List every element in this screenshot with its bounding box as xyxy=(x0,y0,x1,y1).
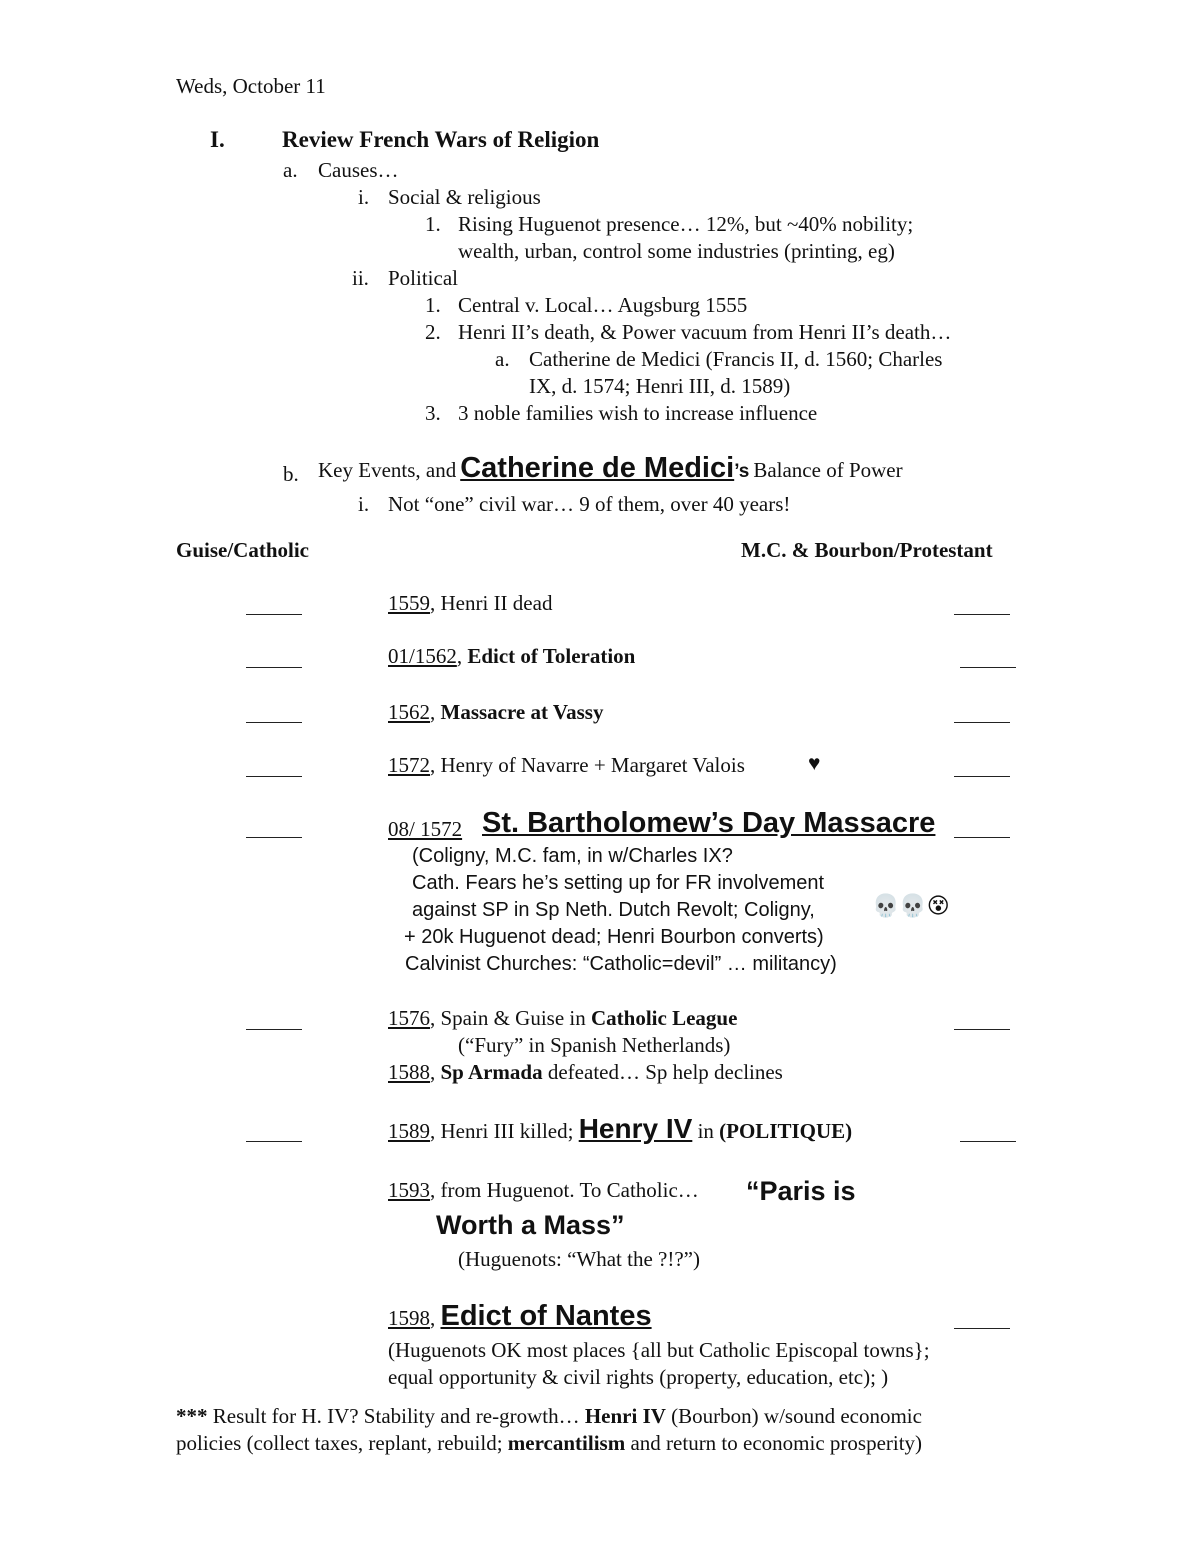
social-item-line2: wealth, urban, control some industries (printing, eg) xyxy=(458,239,895,263)
event-bold: Sp Armada xyxy=(440,1060,543,1084)
event-text: , Henri II dead xyxy=(430,591,553,615)
blank-left[interactable] xyxy=(246,722,302,723)
paris-quote-sub: (Huguenots: “What the ?!?”) xyxy=(458,1247,700,1271)
blank-right[interactable] xyxy=(954,837,1010,838)
event-year: 1572 xyxy=(388,753,430,777)
bartholomew-line5: Calvinist Churches: “Catholic=devil” … militancy) xyxy=(405,953,837,975)
politique-label: (POLITIQUE) xyxy=(719,1119,853,1143)
timeline-event-vassy xyxy=(388,699,603,726)
event-year: 08/ 1572 xyxy=(388,817,463,841)
heart-icon: ♥ xyxy=(808,752,821,775)
catherine-name: Catherine de Medici xyxy=(460,452,735,484)
result-line1 xyxy=(176,1403,922,1430)
bartholomew-line3: against SP in Sp Neth. Dutch Revolt; Coligny, xyxy=(412,899,815,921)
timeline-event-edict-toleration xyxy=(388,643,635,670)
bartholomew-line4: + 20k Huguenot dead; Henri Bourbon converts) xyxy=(404,926,824,948)
blank-right[interactable] xyxy=(960,1141,1016,1142)
timeline-event-henri-iv xyxy=(388,1112,852,1151)
event-text: Edict of Toleration xyxy=(467,644,636,668)
event-year: 1598 xyxy=(388,1306,430,1330)
timeline-event-1559 xyxy=(388,590,552,617)
result-text: (Bourbon) w/sound economic xyxy=(665,1404,922,1428)
event-bold: Catholic League xyxy=(591,1006,738,1030)
event-year: 1559 xyxy=(388,591,430,615)
date-heading: Weds, October 11 xyxy=(176,74,326,98)
nantes-line1: (Huguenots OK most places {all but Catholic Episcopal towns}; xyxy=(388,1338,930,1362)
blank-left[interactable] xyxy=(246,776,302,777)
political-item2a-line2: IX, d. 1574; Henri III, d. 1589) xyxy=(529,374,791,398)
social-item-marker: 1. xyxy=(425,212,441,236)
blank-right[interactable] xyxy=(954,722,1010,723)
causes-label: Causes… xyxy=(318,158,399,182)
event-year: 1588 xyxy=(388,1060,430,1084)
event-year: 1576 xyxy=(388,1006,430,1030)
event-year: 1593 xyxy=(388,1178,430,1202)
catholic-league-sub: (“Fury” in Spanish Netherlands) xyxy=(458,1033,731,1057)
event-text: , Henry of Navarre + Margaret Valois xyxy=(430,753,745,777)
key-events-note: Not “one” civil war… 9 of them, over 40 years! xyxy=(388,492,791,516)
blank-left[interactable] xyxy=(246,667,302,668)
bartholomew-line2: Cath. Fears he’s setting up for FR involvement xyxy=(412,872,825,894)
blank-left[interactable] xyxy=(246,614,302,615)
result-stars: *** xyxy=(176,1404,208,1428)
blank-right[interactable] xyxy=(954,614,1010,615)
result-text: and return to economic prosperity) xyxy=(625,1431,923,1455)
blank-right[interactable] xyxy=(960,667,1016,668)
blank-right[interactable] xyxy=(954,1029,1010,1030)
key-events-suffix: Balance of Power xyxy=(753,458,903,482)
blank-left[interactable] xyxy=(246,1029,302,1030)
event-text: , from Huguenot. To Catholic… xyxy=(430,1178,699,1202)
political-item3: 3 noble families wish to increase influence xyxy=(458,401,818,425)
skull-skull-dizzy-icon: 💀💀😵 xyxy=(872,894,950,919)
paris-quote-line2: Worth a Mass” xyxy=(436,1210,625,1240)
event-separator: , xyxy=(430,1306,441,1330)
column-header-right: M.C. & Bourbon/Protestant xyxy=(741,538,993,562)
section-numeral: I. xyxy=(210,127,225,152)
paris-quote-line1: “Paris is xyxy=(746,1176,856,1206)
political-item3-marker: 3. xyxy=(425,401,441,425)
event-year-bartholomew xyxy=(388,816,462,843)
social-item-line1: Rising Huguenot presence… 12%, but ~40% nobility; xyxy=(458,212,914,236)
henry-iv-name: Henry IV xyxy=(578,1113,693,1144)
column-header-left: Guise/Catholic xyxy=(176,538,310,562)
blank-left[interactable] xyxy=(246,1141,302,1142)
causes-marker: a. xyxy=(283,158,298,182)
nantes-title: Edict of Nantes xyxy=(440,1300,652,1332)
event-text: , Henri III killed; xyxy=(430,1119,579,1143)
timeline-event-armada xyxy=(388,1059,783,1086)
section-title: Review French Wars of Religion xyxy=(282,127,600,152)
result-text: policies (collect taxes, replant, rebuild; xyxy=(176,1431,508,1455)
timeline-event-paris-mass xyxy=(388,1176,699,1210)
blank-right[interactable] xyxy=(954,776,1010,777)
event-separator: , xyxy=(430,1060,441,1084)
event-separator: , xyxy=(430,700,441,724)
event-year: 1589 xyxy=(388,1119,430,1143)
result-bold-henri: Henri IV xyxy=(584,1404,666,1428)
social-label: Social & religious xyxy=(388,185,541,209)
blank-left[interactable] xyxy=(246,837,302,838)
key-events-prefix: Key Events, and xyxy=(318,458,457,482)
event-year: 1562 xyxy=(388,700,430,724)
blank-right[interactable] xyxy=(954,1328,1010,1329)
timeline-event-nantes xyxy=(388,1297,652,1340)
result-bold-mercantilism: mercantilism xyxy=(507,1431,626,1455)
bartholomew-line1: (Coligny, M.C. fam, in w/Charles IX? xyxy=(412,845,733,867)
social-marker: i. xyxy=(358,185,370,209)
event-text: , Spain & Guise in xyxy=(430,1006,591,1030)
bartholomew-title: St. Bartholomew’s Day Massacre xyxy=(482,807,936,839)
event-text: Massacre at Vassy xyxy=(440,700,604,724)
political-label: Political xyxy=(388,266,458,290)
event-separator: , xyxy=(456,644,468,668)
political-item2: Henri II’s death, & Power vacuum from Henri II’s death… xyxy=(458,320,952,344)
event-year: 01/1562 xyxy=(388,644,457,668)
political-marker: ii. xyxy=(352,266,369,290)
timeline-event-catholic-league xyxy=(388,1005,737,1032)
catherine-possessive: ’s xyxy=(734,461,750,482)
event-text: defeated… Sp help declines xyxy=(542,1060,783,1084)
political-item1: Central v. Local… Augsburg 1555 xyxy=(458,293,748,317)
result-text: Result for H. IV? Stability and re-growth… xyxy=(207,1404,585,1428)
event-mid: in xyxy=(692,1119,720,1143)
key-events-note-marker: i. xyxy=(358,492,370,516)
key-events-heading xyxy=(318,452,903,485)
political-item2a-marker: a. xyxy=(495,347,510,371)
key-events-marker: b. xyxy=(283,462,299,486)
result-line2 xyxy=(176,1430,922,1457)
nantes-line2: equal opportunity & civil rights (property, education, etc); ) xyxy=(388,1365,889,1389)
political-item2-marker: 2. xyxy=(425,320,441,344)
timeline-event-navarre xyxy=(388,752,745,779)
political-item1-marker: 1. xyxy=(425,293,441,317)
political-item2a-line1: Catherine de Medici (Francis II, d. 1560; Charles xyxy=(529,347,943,371)
